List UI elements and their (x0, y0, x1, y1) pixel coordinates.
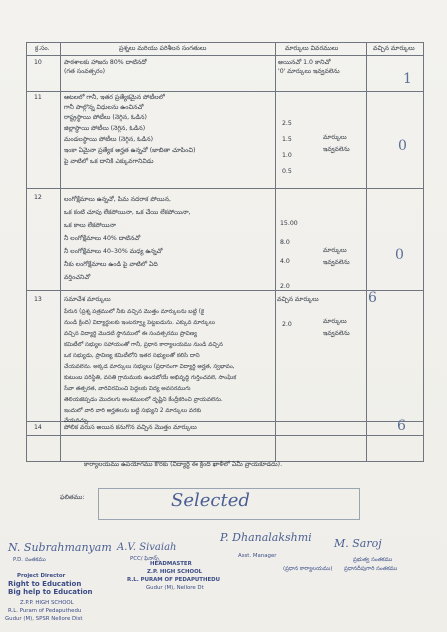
signature-2: A.V. Sivaiah (117, 542, 177, 553)
row-10-line-2: (గత సంవత్సరం) (64, 68, 106, 75)
signature-2-role: PCC/ ఫినాన్స్ (130, 556, 160, 562)
row-11-score-1: 2.5 (282, 120, 292, 127)
row-13-line-9: తెలియజెప్పడం మొదలగు అంశములలో దృష్టిని కేంద్రీకరించి వ్రాయవలెను. (64, 397, 223, 403)
row-11-line-4: జిల్లాస్థాయి పోటీలు (నెగ్గిన, ఓడిన) (64, 125, 146, 132)
row-11-line-6: ఇంకా ఏమైనా ప్రత్యేక అర్హత ఉన్నచో (జాబితా చూపించి) (64, 147, 196, 154)
row-11-score-2: 1.5 (282, 136, 292, 143)
row-10-mark: 1 (403, 71, 412, 87)
row-13-mark: 6 (368, 290, 377, 306)
row-13-line-11: వేయవచ్చు. (64, 418, 90, 424)
row-13-detail-2: ఇవ్వవలెను (323, 330, 350, 337)
header-marks-obtained: వచ్చిన మార్కులు (373, 45, 415, 52)
result-value: Selected (171, 490, 250, 511)
footer-label-2: ప్రధానదీపుగారి సంతకము (344, 566, 398, 572)
stamp-line-4: Gudur (M), Nellore Dt (146, 585, 204, 591)
stamp-line-6: Right to Education (8, 580, 82, 588)
row-12-score-1: 15.00 (280, 220, 298, 227)
row-11-detail-1: మార్కులు (323, 134, 347, 141)
row-12-num: 12 (34, 194, 42, 201)
row-13-line-7: కుటుంబ పరిస్థితి, వసతి గ్రామముకు ఉండబోయే అభివృద్ధి గుర్తించవలె, సాంఘిక (64, 375, 237, 381)
row-10-num: 10 (34, 59, 42, 66)
row-13-line-1: పేరున (ప్రశ్న పత్రములో నీకు వచ్చిన మొత్తం మార్కులను బట్టి (కై (64, 309, 204, 315)
row-13-sub-header: వచ్చిన మార్కులు (277, 296, 319, 303)
office-note: కార్యాలయము ఉపయోగము కొరకు (విద్యార్థి ఈ క్రింది ఖాళీలో ఏమీ వ్రాయకూడదు). (84, 461, 283, 468)
row-11-score-4: 0.5 (282, 168, 292, 175)
row-12-line-7: వర్తించనిచో (64, 274, 91, 281)
row-12-line-6: నీకు లంగోక్షేమాలు ఉండి పై వాటిలో ఏది (64, 261, 158, 268)
row-11-line-3: రాష్ట్రస్థాయి పోటీలు (నెగ్గిన, ఓడిన) (64, 114, 147, 121)
signature-3: P. Dhanalakshmi (220, 531, 312, 544)
row-13-num: 13 (34, 296, 42, 303)
row-12-line-1: లంగోక్షేమాలు ఉన్నచో, పిమ నదరాక పోయిన, (64, 196, 171, 203)
stamp-line-3: R.L. PURAM OF PEDAPUTHEDU (127, 577, 221, 583)
row-11-mark: 0 (398, 138, 407, 154)
row-13-line-2: నుండి క్రింది) విద్యార్థులకు ఇంటర్వ్యూ పెట్టబడును. ఎక్కువ మార్కులు (64, 320, 215, 326)
header-serial: క్ర.సం. (35, 45, 50, 52)
row-12-line-5: నీ లంగోక్షేమాలు 40–30% మధ్య ఉన్నచో (64, 248, 163, 255)
row-12-detail-1: మార్కులు (323, 247, 347, 254)
stamp-line-1: HEADMASTER (150, 561, 192, 567)
row-13-line-6: చేయవలెను. అక్కడ మార్కులు సభ్యులు (ప్రధానంగా విద్యార్థి అర్హత, స్వభావం, (64, 364, 235, 370)
stamp-line-10: Gudur (M), SPSR Nellore Dist (5, 616, 83, 622)
row-12-line-3: ఒక కాలు లేకపోయినా (64, 222, 116, 229)
row-10-line-1: పాఠశాలకు హాజరు 80% దాటినదో (64, 59, 147, 66)
row-14-num: 14 (34, 424, 42, 431)
row-13-line-8: సేవా తత్పరత, వారివిరమించి పెద్దలకు విద్య అవసరముగు (64, 386, 191, 392)
stamp-line-2: Z.P. HIGH SCHOOL (147, 569, 203, 575)
signature-1-role: P.D. సంతకము (13, 557, 46, 563)
stamp-line-8: Z.P.P. HIGH SCHOOL (20, 600, 74, 606)
row-11-detail-2: ఇవ్వవలెను (323, 146, 350, 153)
row-11-line-1: ఆటలలో గానీ, ఇతర ప్రత్యేకమైన పోటీలలో (64, 94, 165, 101)
signature-4: M. Saroj (334, 537, 382, 550)
row-14-line-1: పోలిక వరుస అయిన కనుగొన వచ్చిన మొత్తం మార్కులు (64, 424, 197, 431)
row-12-line-4: నీ లంగోక్షేమాలు 40% దాటినచో (64, 235, 141, 242)
row-11-line-7: పై వాటిలో ఒక దానికి ఎక్కువగానివిడు (64, 158, 154, 165)
row-11-num: 11 (34, 94, 42, 101)
row-13-line-10: ఇందులో వారి వారి అర్హతలను బట్టి సభ్యుని 2 మార్కులు వరకు (64, 408, 202, 414)
row-13-line-5: ఒక సభ్యుడు, ప్రావిణ్య కమిటీలోని ఇతర సభ్యులతో కలిసి దాని (64, 353, 200, 359)
footer-label-1: (ప్రధాన కార్యాలయము) (283, 566, 333, 572)
row-14-mark: 6 (397, 418, 406, 434)
row-11-line-5: మండలస్థాయి పోటీలు (నెగ్గిన, ఓడిన) (64, 136, 154, 143)
result-label: ఫలితము: (60, 494, 85, 501)
row-11-line-2: గానీ పాల్గొన్న విధులను ఉంచినచో (64, 104, 144, 111)
row-13-score: 2.0 (282, 321, 292, 328)
row-12-score-3: 4.0 (280, 258, 290, 265)
row-10-detail-2: '0' మార్కులు ఇవ్వవలెను (278, 68, 340, 75)
row-13-line-4: కమిటీలో సభ్యుల సహాయంతో గానీ, ప్రధాన కార్యాలయము నుండి వచ్చిన (64, 342, 223, 348)
row-10-detail-1: అయినచో 1.0 కానిచో (278, 59, 331, 66)
signature-3-role: Asst. Manager (238, 553, 277, 559)
header-question: ప్రశ్నలు మరియు పరిశీలన సంగతులు (119, 45, 207, 52)
row-12-mark: 0 (395, 247, 404, 263)
row-13-detail-1: మార్కులు (323, 318, 347, 325)
row-12-score-4: 2.0 (280, 283, 290, 290)
row-13-line-3: వచ్చిన విద్యార్థి మొదటి స్థానములో ఈ సంవత్సరము ప్రావిణ్య (64, 331, 197, 337)
stamp-line-7: Big help to Education (8, 588, 93, 596)
stamp-line-9: R.L. Puram of Pedaputhedu (8, 608, 82, 614)
stamp-line-5: Project Director (17, 573, 66, 579)
row-11-score-3: 1.0 (282, 152, 292, 159)
evaluation-table (26, 42, 424, 462)
signature-1: N. Subrahmanyam (8, 541, 112, 554)
header-marks-details: మార్కులు వివరములు (285, 45, 339, 52)
signature-4-role: ప్రభుత్వ సంతకము (353, 557, 393, 563)
row-12-detail-2: ఇవ్వవలెను (323, 259, 350, 266)
row-12-score-2: 8.0 (280, 239, 290, 246)
row-13-title: సమాచేశ మార్కులు (64, 296, 111, 303)
row-12-line-2: ఒక కంటి చూపు లేకపోయినా, ఒక చేయి లేకపోయినా, (64, 209, 191, 216)
